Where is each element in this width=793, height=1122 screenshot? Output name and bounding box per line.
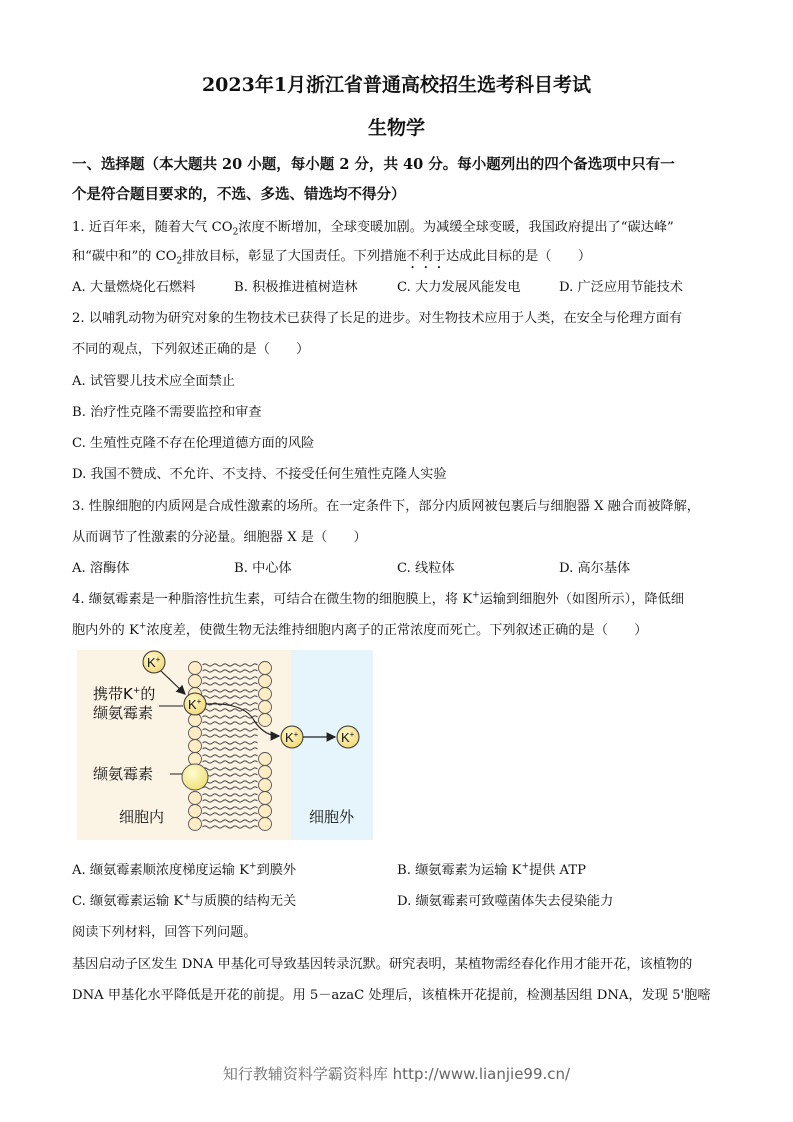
lipid-head xyxy=(189,792,202,805)
q4-option-d: D. 缬氨霉素可致噬菌体失去侵染能力 xyxy=(397,894,614,909)
section-heading-line1: 一、选择题（本大题共 20 小题，每小题 2 分，共 40 分。每小题列出的四个备选项中只有一 xyxy=(72,156,675,173)
ion-label: K+ xyxy=(341,730,355,745)
q4-option-c: C. 缬氨霉素运输 K+与质膜的结构无关 xyxy=(72,892,297,909)
lipid-head xyxy=(259,688,272,701)
q4-stem-line2: 胞内外的 K+浓度差，使微生物无法维持细胞内离子的正常浓度而死亡。下列叙述正确的是（ ） xyxy=(72,621,648,638)
lipid-head xyxy=(259,753,272,766)
lipid-head xyxy=(189,805,202,818)
lipid-head xyxy=(259,675,272,688)
lipid-head xyxy=(259,818,272,831)
ion-label: K+ xyxy=(147,655,161,670)
q3-stem-line1: 3. 性腺细胞的内质网是合成性激素的场所。在一定条件下，部分内质网被包裹后与细胞器 X 融合而被降解， xyxy=(72,499,700,514)
carrier-label-line2: 缬氨霉素 xyxy=(93,704,154,722)
material-intro: 阅读下列材料，回答下列问题。 xyxy=(72,925,257,940)
q4-stem-line1: 4. 缬氨霉素是一种脂溶性抗生素，可结合在微生物的细胞膜上，将 K+运输到细胞外（如图所示），降低细 xyxy=(72,590,685,607)
lipid-head xyxy=(259,701,272,714)
lipid-head xyxy=(189,740,202,753)
ion-label: K+ xyxy=(188,697,202,712)
material-line2: DNA 甲基化水平降低是开花的前提。用 5－azaC 处理后，该植株开花提前，检测基因组 DNA，发现 5'胞嘧 xyxy=(72,988,711,1003)
q2-option-c: C. 生殖性克隆不存在伦理道德方面的风险 xyxy=(72,436,315,451)
q3-option-c: C. 线粒体 xyxy=(397,561,455,576)
q4-option-b: B. 缬氨霉素为运输 K+提供 ATP xyxy=(397,861,587,878)
lipid-head xyxy=(189,662,202,675)
q1-stem-line2: 和“碳中和”的 $CO_2$排放目标，彰显了大国责任。下列措施不利于达成此目标的是（ ） xyxy=(72,249,592,267)
q2-option-b: B. 治疗性克隆不需要监控和审查 xyxy=(72,405,262,420)
lipid-head xyxy=(259,805,272,818)
lipid-head xyxy=(259,714,272,727)
carrier-label: 携带K+的 xyxy=(93,685,156,703)
emphasis-text: 不利于 xyxy=(406,249,446,264)
lipid-head xyxy=(259,792,272,805)
q3-option-b: B. 中心体 xyxy=(234,561,292,576)
q3-stem-line2: 从而调节了性激素的分泌量。细胞器 X 是（ ） xyxy=(72,530,367,545)
q2-option-a: A. 试管婴儿技术应全面禁止 xyxy=(72,374,235,389)
lipid-head xyxy=(189,818,202,831)
q4-option-a: A. 缬氨霉素顺浓度梯度运输 K+到膜外 xyxy=(72,861,297,878)
ion-label: K+ xyxy=(285,730,299,745)
valinomycin-membrane-figure xyxy=(77,650,377,842)
outside-label: 细胞外 xyxy=(309,808,355,826)
footer-watermark: 知行教辅资料学霸资料库 http://www.lianjie99.cn/ xyxy=(222,1065,571,1083)
q1-option-a: A. 大量燃烧化石燃料 xyxy=(72,280,196,295)
q1-option-c: C. 大力发展风能发电 xyxy=(397,280,521,295)
inside-label: 细胞内 xyxy=(119,808,165,826)
q1-option-b: B. 积极推进植树造林 xyxy=(234,280,358,295)
valinomycin-molecule xyxy=(182,764,208,790)
q3-option-a: A. 溶酶体 xyxy=(72,561,130,576)
q2-stem-line2: 不同的观点，下列叙述正确的是（ ） xyxy=(72,342,310,357)
section-heading-line2: 个是符合题目要求的，不选、多选、错选均不得分） xyxy=(72,186,406,203)
q1-option-d: D. 广泛应用节能技术 xyxy=(559,280,683,295)
q3-option-d: D. 高尔基体 xyxy=(559,561,631,576)
q2-stem-line1: 2. 以哺乳动物为研究对象的生物技术已获得了长足的进步。对生物技术应用于人类，在安全与伦理方面有 xyxy=(72,311,683,326)
material-line1: 基因启动子区发生 DNA 甲基化可导致基因转录沉默。研究表明，某植物需经春化作用才能开花，该植物的 xyxy=(72,957,693,972)
subject-title: 生物学 xyxy=(367,117,425,139)
lipid-head xyxy=(259,766,272,779)
q1-stem-line1: 1. 近百年来，随着大气 $CO_2$浓度不断增加，全球变暖加剧。为减缓全球变暖，我国政府提出了“碳达峰” xyxy=(72,220,674,238)
lipid-head xyxy=(259,662,272,675)
q2-option-d: D. 我国不赞成、不允许、不支持、不接受任何生殖性克隆人实验 xyxy=(72,467,447,482)
lipid-head xyxy=(189,675,202,688)
exam-title: 2023年1月浙江省普通高校招生选考科目考试 xyxy=(201,74,592,96)
lipid-head xyxy=(189,727,202,740)
lipid-head xyxy=(259,779,272,792)
valinomycin-label: 缬氨霉素 xyxy=(93,765,154,783)
